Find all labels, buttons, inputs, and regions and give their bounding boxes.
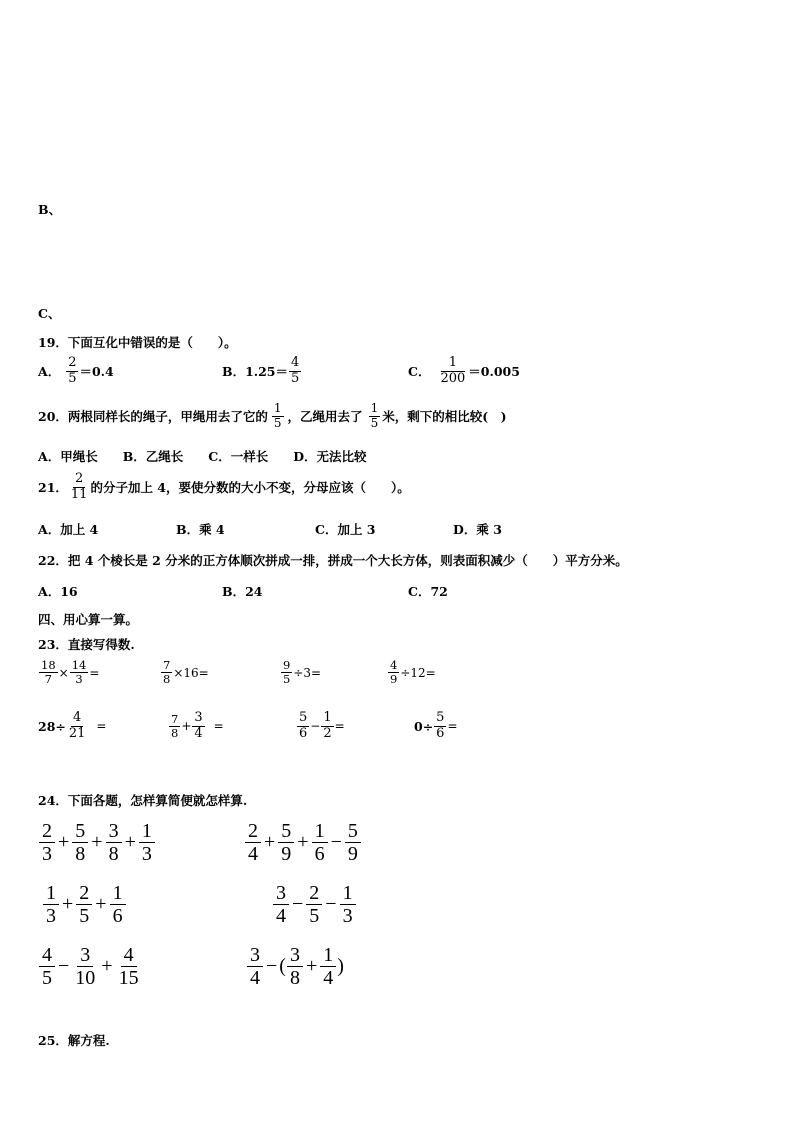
q24-expr-5 [38, 944, 143, 990]
q24-e6-op2: + [305, 955, 318, 978]
q24-e2-op3: − [330, 831, 342, 854]
q24-e1-d3: 8 [108, 843, 119, 866]
q24-e4-op1: − [292, 893, 304, 916]
q24-e4-d1: 4 [276, 905, 286, 928]
q22-option-b: B．24 [222, 584, 263, 599]
q23-e7-eq: = [334, 719, 345, 734]
q19-c-label: C． [408, 364, 431, 380]
q23-expr-1 [38, 659, 99, 686]
q24-e5-d1: 5 [42, 967, 52, 990]
q23-e7-op: − [310, 719, 321, 734]
q20-f2-den: 5 [370, 415, 379, 430]
q20-text-2: ，乙绳用去了 [287, 409, 363, 425]
q24-e3-op1: + [62, 893, 74, 916]
q21-fraction [69, 472, 90, 503]
q20-f2-num: 1 [370, 401, 379, 415]
q21-stem [38, 472, 410, 503]
q24-e2-n3: 1 [312, 820, 328, 843]
q23-stem: 23．直接写得数. [38, 637, 135, 652]
q25-stem: 25．解方程. [38, 1033, 110, 1048]
q20-stem [38, 402, 507, 431]
q23-e5-pre: 28÷ [38, 718, 66, 734]
q21-option-b: B．乘 4 [176, 522, 225, 537]
q19-option-c [408, 356, 520, 387]
q23-e1-n2: 14 [71, 658, 87, 672]
q24-expr-3 [42, 882, 127, 928]
q19-c-rest: ＝0.005 [468, 364, 520, 380]
q24-e5-d2: 10 [75, 967, 96, 990]
q24-e5-op1: − [58, 955, 70, 978]
q23-e6-d2: 4 [194, 725, 203, 741]
q21-option-a: A．加上 4 [38, 522, 99, 537]
q24-e5-n1: 4 [39, 944, 55, 967]
q23-e2-d1: 8 [163, 672, 171, 687]
section-4-heading: 四、用心算一算。 [38, 612, 139, 627]
q24-e4-op2: − [325, 893, 337, 916]
q19-b-num: 4 [291, 355, 300, 370]
q22-option-a: A．16 [38, 584, 78, 599]
q23-e1-d2: 3 [75, 672, 83, 687]
q24-e2-d4: 9 [347, 843, 358, 866]
q24-e2-d3: 6 [314, 843, 325, 866]
q23-e8-eq: = [447, 719, 458, 734]
q24-e1-d1: 3 [42, 843, 52, 866]
q24-e6-a-num: 3 [247, 944, 263, 967]
q23-e7-d2: 2 [323, 725, 332, 741]
q23-expr-8 [414, 711, 458, 742]
q21-option-d: D．乘 3 [453, 522, 502, 537]
q20-options: A．甲绳长 B．乙绳长 C．一样长 D．无法比较 [38, 449, 367, 464]
q19-a-rest: ＝0.4 [79, 364, 114, 380]
q22-option-c: C．72 [408, 584, 448, 599]
q23-e5-eq: = [96, 719, 107, 734]
q23-e1-op: × [58, 665, 69, 680]
q19-c-num: 1 [441, 356, 465, 372]
q19-b-label: B．1.25＝ [222, 364, 289, 380]
q24-e1-op1: + [58, 831, 70, 854]
q24-e3-d2: 5 [79, 905, 90, 928]
q23-expr-6 [168, 711, 224, 742]
q24-e6-rparen: ) [337, 955, 344, 978]
q24-e2-op2: + [297, 831, 309, 854]
q24-e1-n2: 5 [72, 820, 88, 843]
q23-e3-rest: ÷3= [293, 665, 322, 680]
q23-e1-eq: = [89, 665, 100, 680]
q23-e7-d1: 6 [299, 725, 308, 741]
q24-e5-d3: 15 [118, 967, 139, 990]
q19-option-b [222, 356, 302, 387]
q21-num: 2 [75, 471, 84, 486]
q23-e4-d1: 9 [390, 672, 398, 687]
q24-e6-op1: − [266, 955, 278, 978]
q24-e1-op3: + [124, 831, 136, 854]
q23-e8-n1: 5 [436, 710, 445, 725]
option-b-label: B、 [38, 202, 62, 217]
q23-e8-d1: 6 [436, 725, 445, 741]
q24-e1-n3: 3 [106, 820, 122, 843]
q20-fraction-1 [272, 402, 284, 431]
q23-e7-n1: 5 [299, 710, 308, 725]
q24-e2-d1: 4 [248, 843, 258, 866]
q24-e6-c-num: 1 [320, 944, 336, 967]
q24-e3-n1: 1 [43, 882, 59, 905]
q20-text-3: 米，剩下的相比较( ) [382, 409, 507, 425]
q24-e1-d4: 3 [141, 843, 152, 866]
q24-e4-n3: 1 [340, 882, 356, 905]
q21-den: 11 [70, 486, 88, 502]
q19-b-fraction [289, 356, 301, 387]
q24-expr-6 [246, 944, 344, 990]
q24-e5-n3: 4 [121, 944, 137, 967]
q24-e2-d2: 9 [281, 843, 292, 866]
q24-e6-a-den: 4 [250, 967, 260, 990]
q23-e5-n1: 4 [73, 710, 82, 725]
q19-a-num: 2 [68, 355, 77, 370]
q24-e6-c-den: 4 [323, 967, 334, 990]
q24-e2-n2: 5 [278, 820, 294, 843]
q20-text-1: 20．两根同样长的绳子，甲绳用去了它的 [38, 409, 268, 425]
q19-stem: 19．下面互化中错误的是（ ）。 [38, 335, 237, 350]
q24-e5-n2: 3 [77, 944, 93, 967]
q23-expr-2 [160, 659, 209, 686]
q23-expr-7 [296, 711, 345, 742]
q24-e4-n1: 3 [273, 882, 289, 905]
q24-e4-d2: 5 [309, 905, 320, 928]
option-c-label: C、 [38, 306, 61, 321]
q23-e4-rest: ÷12= [400, 665, 436, 680]
q21-label: 21． [38, 480, 68, 496]
q24-e6-b-den: 8 [289, 967, 300, 990]
q23-expr-4 [387, 659, 436, 686]
q23-e2-rest: ×16= [173, 665, 209, 680]
q24-expr-4 [272, 882, 357, 928]
q19-c-fraction [438, 356, 467, 387]
q23-e6-n2: 3 [194, 710, 203, 725]
q23-e2-n1: 7 [163, 658, 171, 672]
q24-e1-op2: + [91, 831, 103, 854]
q20-f1-num: 1 [273, 401, 282, 415]
q24-e1-d2: 8 [75, 843, 86, 866]
q22-stem: 22．把 4 个棱长是 2 分米的正方体顺次拼成一排，拼成一个大长方体，则表面积减少（ ）平方分米。 [38, 553, 628, 568]
q19-a-fraction [66, 356, 78, 387]
q23-e6-n1: 7 [171, 711, 179, 726]
q24-e1-n1: 2 [39, 820, 55, 843]
q24-e3-op2: + [95, 893, 107, 916]
q24-e3-n3: 1 [110, 882, 126, 905]
q24-e6-b-num: 3 [287, 944, 303, 967]
q23-expr-5 [38, 711, 106, 742]
q19-a-label: A． [38, 364, 61, 380]
q19-a-den: 5 [68, 370, 77, 386]
q19-b-den: 5 [291, 370, 300, 386]
q24-e4-n2: 2 [306, 882, 322, 905]
q24-expr-1 [38, 820, 156, 866]
q21-option-c: C．加上 3 [315, 522, 376, 537]
q23-e8-pre: 0÷ [414, 718, 434, 734]
q24-e1-n4: 1 [139, 820, 155, 843]
q23-e3-n1: 9 [283, 658, 291, 672]
q23-e6-d1: 8 [171, 725, 179, 740]
q24-e2-n1: 2 [245, 820, 261, 843]
q24-e2-op1: + [264, 831, 276, 854]
q24-e6-lparen: ( [279, 955, 286, 978]
q21-rest: 的分子加上 4，要使分数的大小不变，分母应该（ ）。 [90, 480, 410, 496]
q24-expr-2 [244, 820, 362, 866]
q23-e4-n1: 4 [390, 658, 398, 672]
q24-e3-d3: 6 [112, 905, 123, 928]
q20-fraction-2 [369, 402, 381, 431]
q24-e2-n4: 5 [345, 820, 361, 843]
q23-e6-eq: = [213, 719, 224, 734]
q19-option-a [38, 356, 114, 387]
q23-expr-3 [280, 659, 321, 686]
q23-e6-op: + [181, 719, 192, 734]
q24-e3-n2: 2 [76, 882, 92, 905]
q23-e1-d1: 7 [44, 672, 52, 687]
q24-e3-d1: 3 [46, 905, 56, 928]
q23-e5-d1: 21 [68, 725, 86, 741]
q23-e1-n1: 18 [41, 658, 56, 672]
q19-c-den: 200 [440, 370, 466, 386]
q20-f1-den: 5 [273, 415, 282, 430]
q24-e5-op2: + [101, 955, 113, 978]
q24-stem: 24．下面各题，怎样算简便就怎样算. [38, 793, 248, 808]
q23-e7-n2: 1 [323, 710, 332, 725]
q24-e4-d3: 3 [342, 905, 353, 928]
q23-e3-d1: 5 [283, 672, 291, 687]
